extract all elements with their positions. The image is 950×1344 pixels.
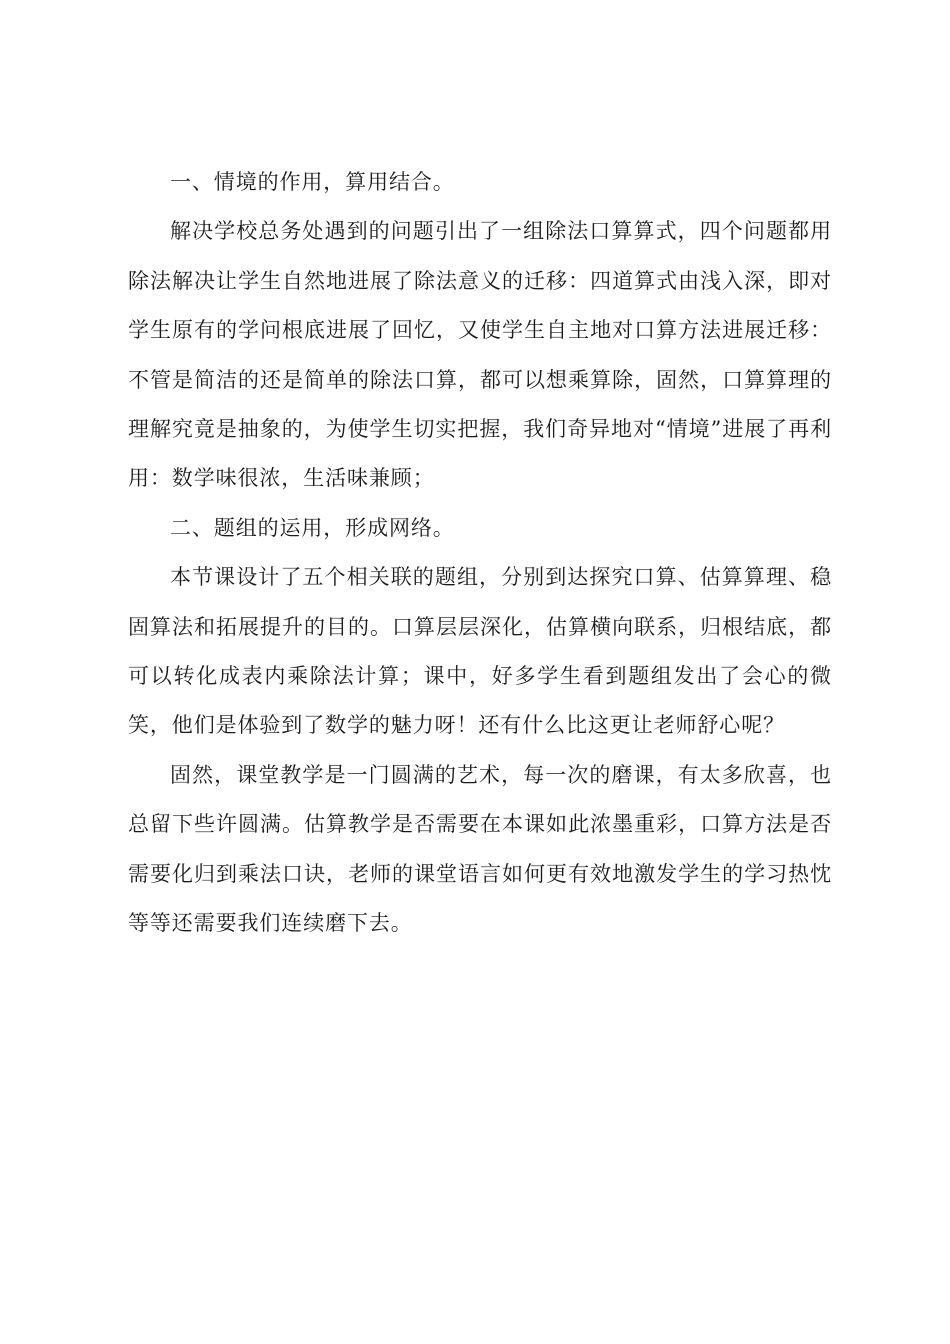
- document-body: [128, 158, 832, 949]
- paragraph-3: 固然，课堂教学是一门圆满的艺术，每一次的磨课，有太多欣喜，也总留下些许圆满。估算教学是否需要在本课如此浓墨重彩，口算方法是否需要化归到乘法口诀，老师的课堂语言如何更有效地激发学生的学习热忱等等还需要我们连续磨下去。: [128, 762, 832, 936]
- paragraph-1: 解决学校总务处遇到的问题引出了一组除法口算算式，四个问题都用除法解决让学生自然地进展了除法意义的迁移：四道算式由浅入深，即对学生原有的学问根底进展了回忆，又使学生自主地对口算方法进展迁移：不管是简洁的还是简单的除法口算，都可以想乘算除，固然，口算算理的理解究竟是抽象的，为使学生切实把握，我们奇异地对“情境”进展了再利用：数学味很浓，生活味兼顾；: [128, 219, 832, 491]
- section-heading-1: 一、情境的作用，算用结合。: [170, 170, 455, 194]
- paragraph-2: 本节课设计了五个相关联的题组，分别到达探究口算、估算算理、稳固算法和拓展提升的目的。口算层层深化，估算横向联系，归根结底，都可以转化成表内乘除法计算；课中，好多学生看到题组发出了会心的微笑，他们是体验到了数学的魅力呀！还有什么比这更让老师舒心呢？: [128, 565, 832, 738]
- section-heading-2: 二、题组的运用，形成网络。: [170, 515, 455, 540]
